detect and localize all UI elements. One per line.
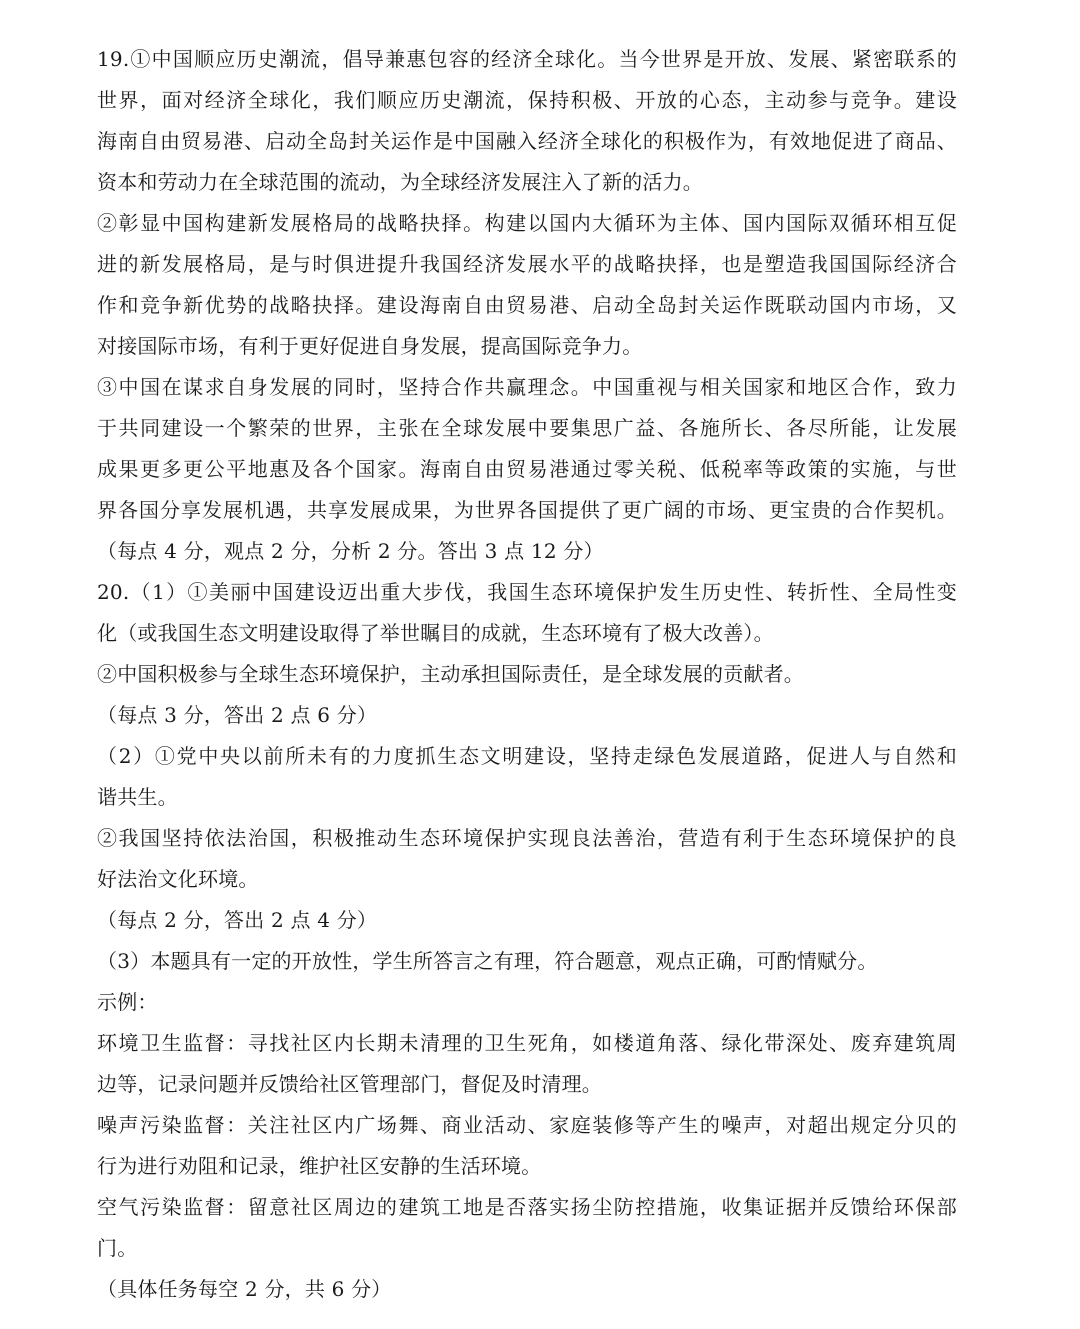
q19-point1-line1: 19.①中国顺应历史潮流，倡导兼惠包容的经济全球化。当今世界是开放、发展、紧密联系的 (97, 47, 957, 71)
q20-part2-point1-line2: 谐共生。 (97, 785, 178, 809)
q20-example-air-line1: 空气污染监督：留意社区周边的建筑工地是否落实扬尘防控措施，收集证据并反馈给环保部 (97, 1195, 957, 1219)
q20-part2-point2-line1: ②我国坚持依法治国，积极推动生态环境保护实现良法善治，营造有利于生态环境保护的良 (97, 826, 957, 850)
q20-part1-point1-line2: 化（或我国生态文明建设取得了举世瞩目的成就，生态环境有了极大改善）。 (97, 621, 774, 645)
answer-key-text (97, 39, 957, 1310)
q20-part1-scoring-note: （每点 3 分，答出 2 点 6 分） (97, 703, 378, 727)
q19-point3-line4: 界各国分享发展机遇，共享发展成果，为世界各国提供了更广阔的市场、更宝贵的合作契机。 (97, 498, 957, 522)
q20-part3-intro: （3）本题具有一定的开放性，学生所答言之有理，符合题意，观点正确，可酌情赋分。 (97, 949, 878, 973)
q20-part1-point1-line1: 20.（1）①美丽中国建设迈出重大步伐，我国生态环境保护发生历史性、转折性、全局性变 (97, 580, 957, 604)
q19-point1-line4: 资本和劳动力在全球范围的流动，为全球经济发展注入了新的活力。 (97, 170, 703, 194)
q19-point1-line3: 海南自由贸易港、启动全岛封关运作是中国融入经济全球化的积极作为，有效地促进了商品、 (97, 129, 957, 153)
q19-point2-line2: 进的新发展格局，是与时俱进提升我国经济发展水平的战略抉择，也是塑造我国国际经济合 (97, 252, 957, 276)
q19-scoring-note: （每点 4 分，观点 2 分，分析 2 分。答出 3 点 12 分） (97, 539, 604, 563)
q20-example-air-line2: 门。 (97, 1236, 138, 1260)
q20-part3-scoring-note: （具体任务每空 2 分，共 6 分） (97, 1277, 392, 1301)
q19-point3-line1: ③中国在谋求自身发展的同时，坚持合作共赢理念。中国重视与相关国家和地区合作，致力 (97, 375, 957, 399)
q20-example-noise-line2: 行为进行劝阻和记录，维护社区安静的生活环境。 (97, 1154, 542, 1178)
q20-example-sanitation-line1: 环境卫生监督：寻找社区内长期未清理的卫生死角，如楼道角落、绿化带深处、废弃建筑周 (97, 1031, 957, 1055)
q20-part1-point2: ②中国积极参与全球生态环境保护，主动承担国际责任，是全球发展的贡献者。 (97, 662, 804, 686)
q19-point1-line2: 世界，面对经济全球化，我们顺应历史潮流，保持积极、开放的心态，主动参与竞争。建设 (97, 88, 957, 112)
q19-point2-line4: 对接国际市场，有利于更好促进自身发展，提高国际竞争力。 (97, 334, 643, 358)
q20-part3-example-label: 示例： (97, 990, 158, 1014)
q20-part2-point1-line1: （2）①党中央以前所未有的力度抓生态文明建设，坚持走绿色发展道路，促进人与自然和 (97, 744, 957, 768)
q20-part2-scoring-note: （每点 2 分，答出 2 点 4 分） (97, 908, 378, 932)
q20-example-noise-line1: 噪声污染监督：关注社区内广场舞、商业活动、家庭装修等产生的噪声，对超出规定分贝的 (97, 1113, 957, 1137)
q20-part2-point2-line2: 好法治文化环境。 (97, 867, 259, 891)
q20-example-sanitation-line2: 边等，记录问题并反馈给社区管理部门，督促及时清理。 (97, 1072, 602, 1096)
q19-point3-line3: 成果更多更公平地惠及各个国家。海南自由贸易港通过零关税、低税率等政策的实施，与世 (97, 457, 957, 481)
q19-point3-line2: 于共同建设一个繁荣的世界，主张在全球发展中要集思广益、各施所长、各尽所能，让发展 (97, 416, 957, 440)
q19-point2-line3: 作和竞争新优势的战略抉择。建设海南自由贸易港、启动全岛封关运作既联动国内市场，又 (97, 293, 957, 317)
q19-point2-line1: ②彰显中国构建新发展格局的战略抉择。构建以国内大循环为主体、国内国际双循环相互促 (97, 211, 957, 235)
